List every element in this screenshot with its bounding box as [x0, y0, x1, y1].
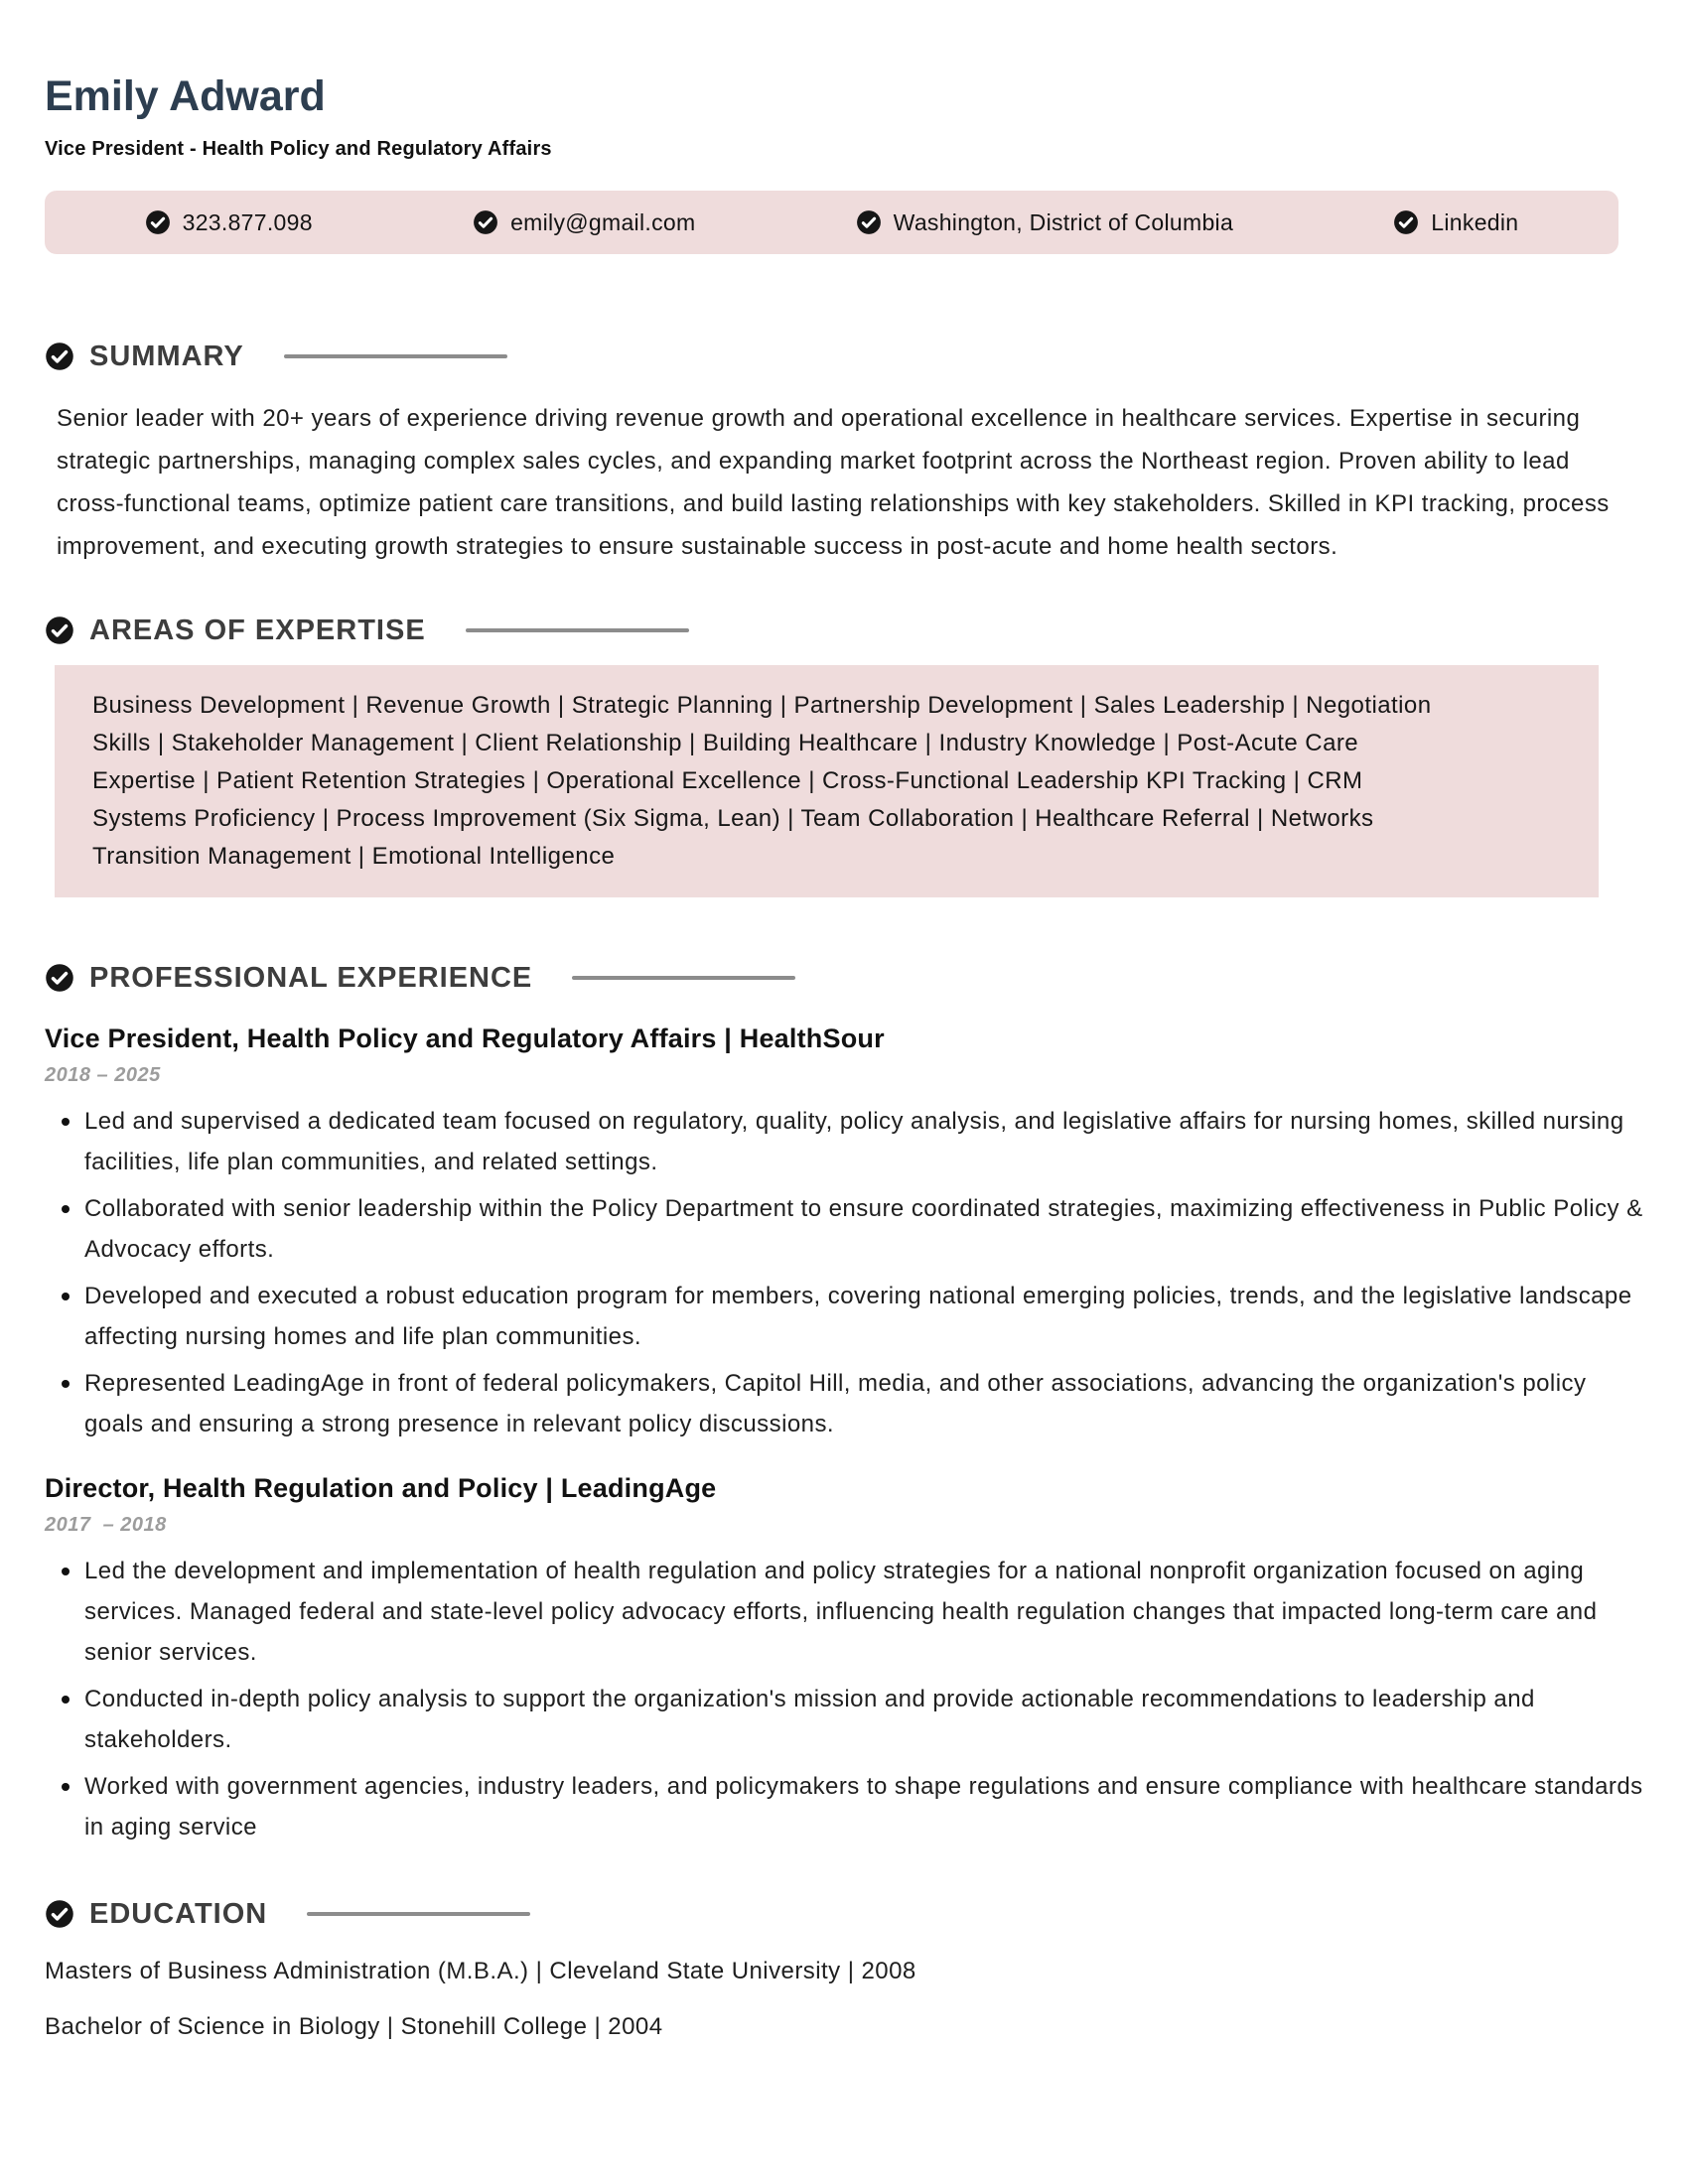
contact-bar: [45, 191, 1618, 254]
section-title-summary: SUMMARY: [89, 341, 244, 373]
check-icon: [145, 209, 171, 235]
job-bullet: Worked with government agencies, industry leaders, and policymakers to shape regulations and ensure compliance with healthcare standards in aging service: [45, 1766, 1643, 1847]
job-bullet: Led and supervised a dedicated team focused on regulatory, quality, policy analysis, and legislative affairs for nursing homes, skilled nursing facilities, life plan communities, and related settings.: [45, 1101, 1643, 1182]
section-title-expertise: AREAS OF EXPERTISE: [89, 614, 426, 647]
job-entry-2: [45, 1472, 1643, 1847]
job-bullet: Developed and executed a robust education program for members, covering national emerging policies, trends, and the legislative landscape affecting nursing homes and life plan communities.: [45, 1276, 1643, 1357]
contact-label: emily@gmail.com: [510, 208, 696, 235]
heading-rule: [466, 628, 689, 632]
education-heading-row: [45, 1897, 1643, 1931]
summary-heading-row: [45, 340, 1643, 373]
check-icon: [473, 209, 498, 235]
heading-rule: [284, 354, 507, 358]
job-bullet: Collaborated with senior leadership within the Policy Department to ensure coordinated strategies, maximizing effectiveness in Public Policy & Advocacy efforts.: [45, 1188, 1643, 1270]
job-bullet-list: [45, 1551, 1643, 1847]
section-experience: [45, 961, 1643, 1847]
section-education: [45, 1897, 1643, 2042]
check-icon: [1393, 209, 1419, 235]
job-bullet: Represented LeadingAge in front of federal policymakers, Capitol Hill, media, and other associations, advancing the organization's policy goals and ensuring a strong presence in relevant policy discussions.: [45, 1363, 1643, 1444]
check-icon: [45, 1899, 74, 1929]
contact-item: [1393, 209, 1518, 236]
heading-rule: [307, 1912, 530, 1916]
education-item: Masters of Business Administration (M.B.A.) | Cleveland State University | 2008: [45, 1958, 916, 1985]
job-entry-1: [45, 1023, 1643, 1444]
education-list: [45, 1957, 1643, 2042]
contact-label: Washington, District of Columbia: [893, 208, 1234, 235]
job-title: Vice President, Health Policy and Regulatory Affairs | HealthSour: [45, 1024, 885, 1054]
summary-text: Senior leader with 20+ years of experience driving revenue growth and operational excellence in healthcare services. Expertise in securing strategic partnerships, managing complex sales cycles, and expanding market footprint across the Northeast region. Proven ability to lead cross-functional teams, optimize patient care transitions, and build lasting relationships with key stakeholders. Skilled in KPI tracking, process improvement, and executing growth strategies to ensure sustainable success in post-acute and home health sectors.: [57, 405, 1610, 561]
contact-item: [145, 209, 313, 236]
check-icon: [856, 209, 882, 235]
section-expertise: [45, 614, 1643, 897]
check-icon: [45, 615, 74, 645]
expertise-box: [55, 665, 1599, 897]
job-dates: 2017 – 2018: [45, 1514, 167, 1537]
section-title-education: EDUCATION: [89, 1898, 268, 1931]
check-icon: [45, 963, 74, 993]
job-bullet-list: [45, 1101, 1643, 1444]
experience-heading-row: [45, 961, 1643, 995]
heading-rule: [572, 976, 795, 980]
job-bullet: Conducted in-depth policy analysis to support the organization's mission and provide actionable recommendations to leadership and stakeholders.: [45, 1679, 1643, 1760]
candidate-name: Emily Adward: [45, 72, 326, 120]
contact-label: Linkedin: [1431, 208, 1519, 235]
contact-label: 323.877.098: [182, 208, 313, 235]
section-title-experience: PROFESSIONAL EXPERIENCE: [89, 962, 533, 995]
job-dates: 2018 – 2025: [45, 1064, 161, 1087]
contact-item: [856, 209, 1233, 236]
contact-item: [473, 209, 695, 236]
section-summary: [45, 340, 1643, 568]
candidate-headline: Vice President - Health Policy and Regulatory Affairs: [45, 138, 552, 161]
education-item: Bachelor of Science in Biology | Stonehill College | 2004: [45, 2013, 663, 2041]
check-icon: [45, 341, 74, 371]
expertise-text: Business Development | Revenue Growth | Strategic Planning | Partnership Development | Sales Leadership | Negotiation Skills | Stakeholder Management | Client Relationship | Building Healthcare | Industry Knowledge | Post-Acute Care Expertise | Patient Retention Strategies | Operational Excellence | Cross-Functional Leadership KPI Tracking | CRM Systems Proficiency | Process Improvement (Six Sigma, Lean) | Team Collaboration | Healthcare Referral | Networks Transition Management | Emotional Intelligence: [92, 692, 1432, 871]
job-bullet: Led the development and implementation of health regulation and policy strategies for a national nonprofit organization focused on aging services. Managed federal and state-level policy advocacy efforts, influencing health regulation changes that impacted long-term care and senior services.: [45, 1551, 1643, 1673]
expertise-heading-row: [45, 614, 1643, 647]
job-title: Director, Health Regulation and Policy | LeadingAge: [45, 1473, 717, 1504]
